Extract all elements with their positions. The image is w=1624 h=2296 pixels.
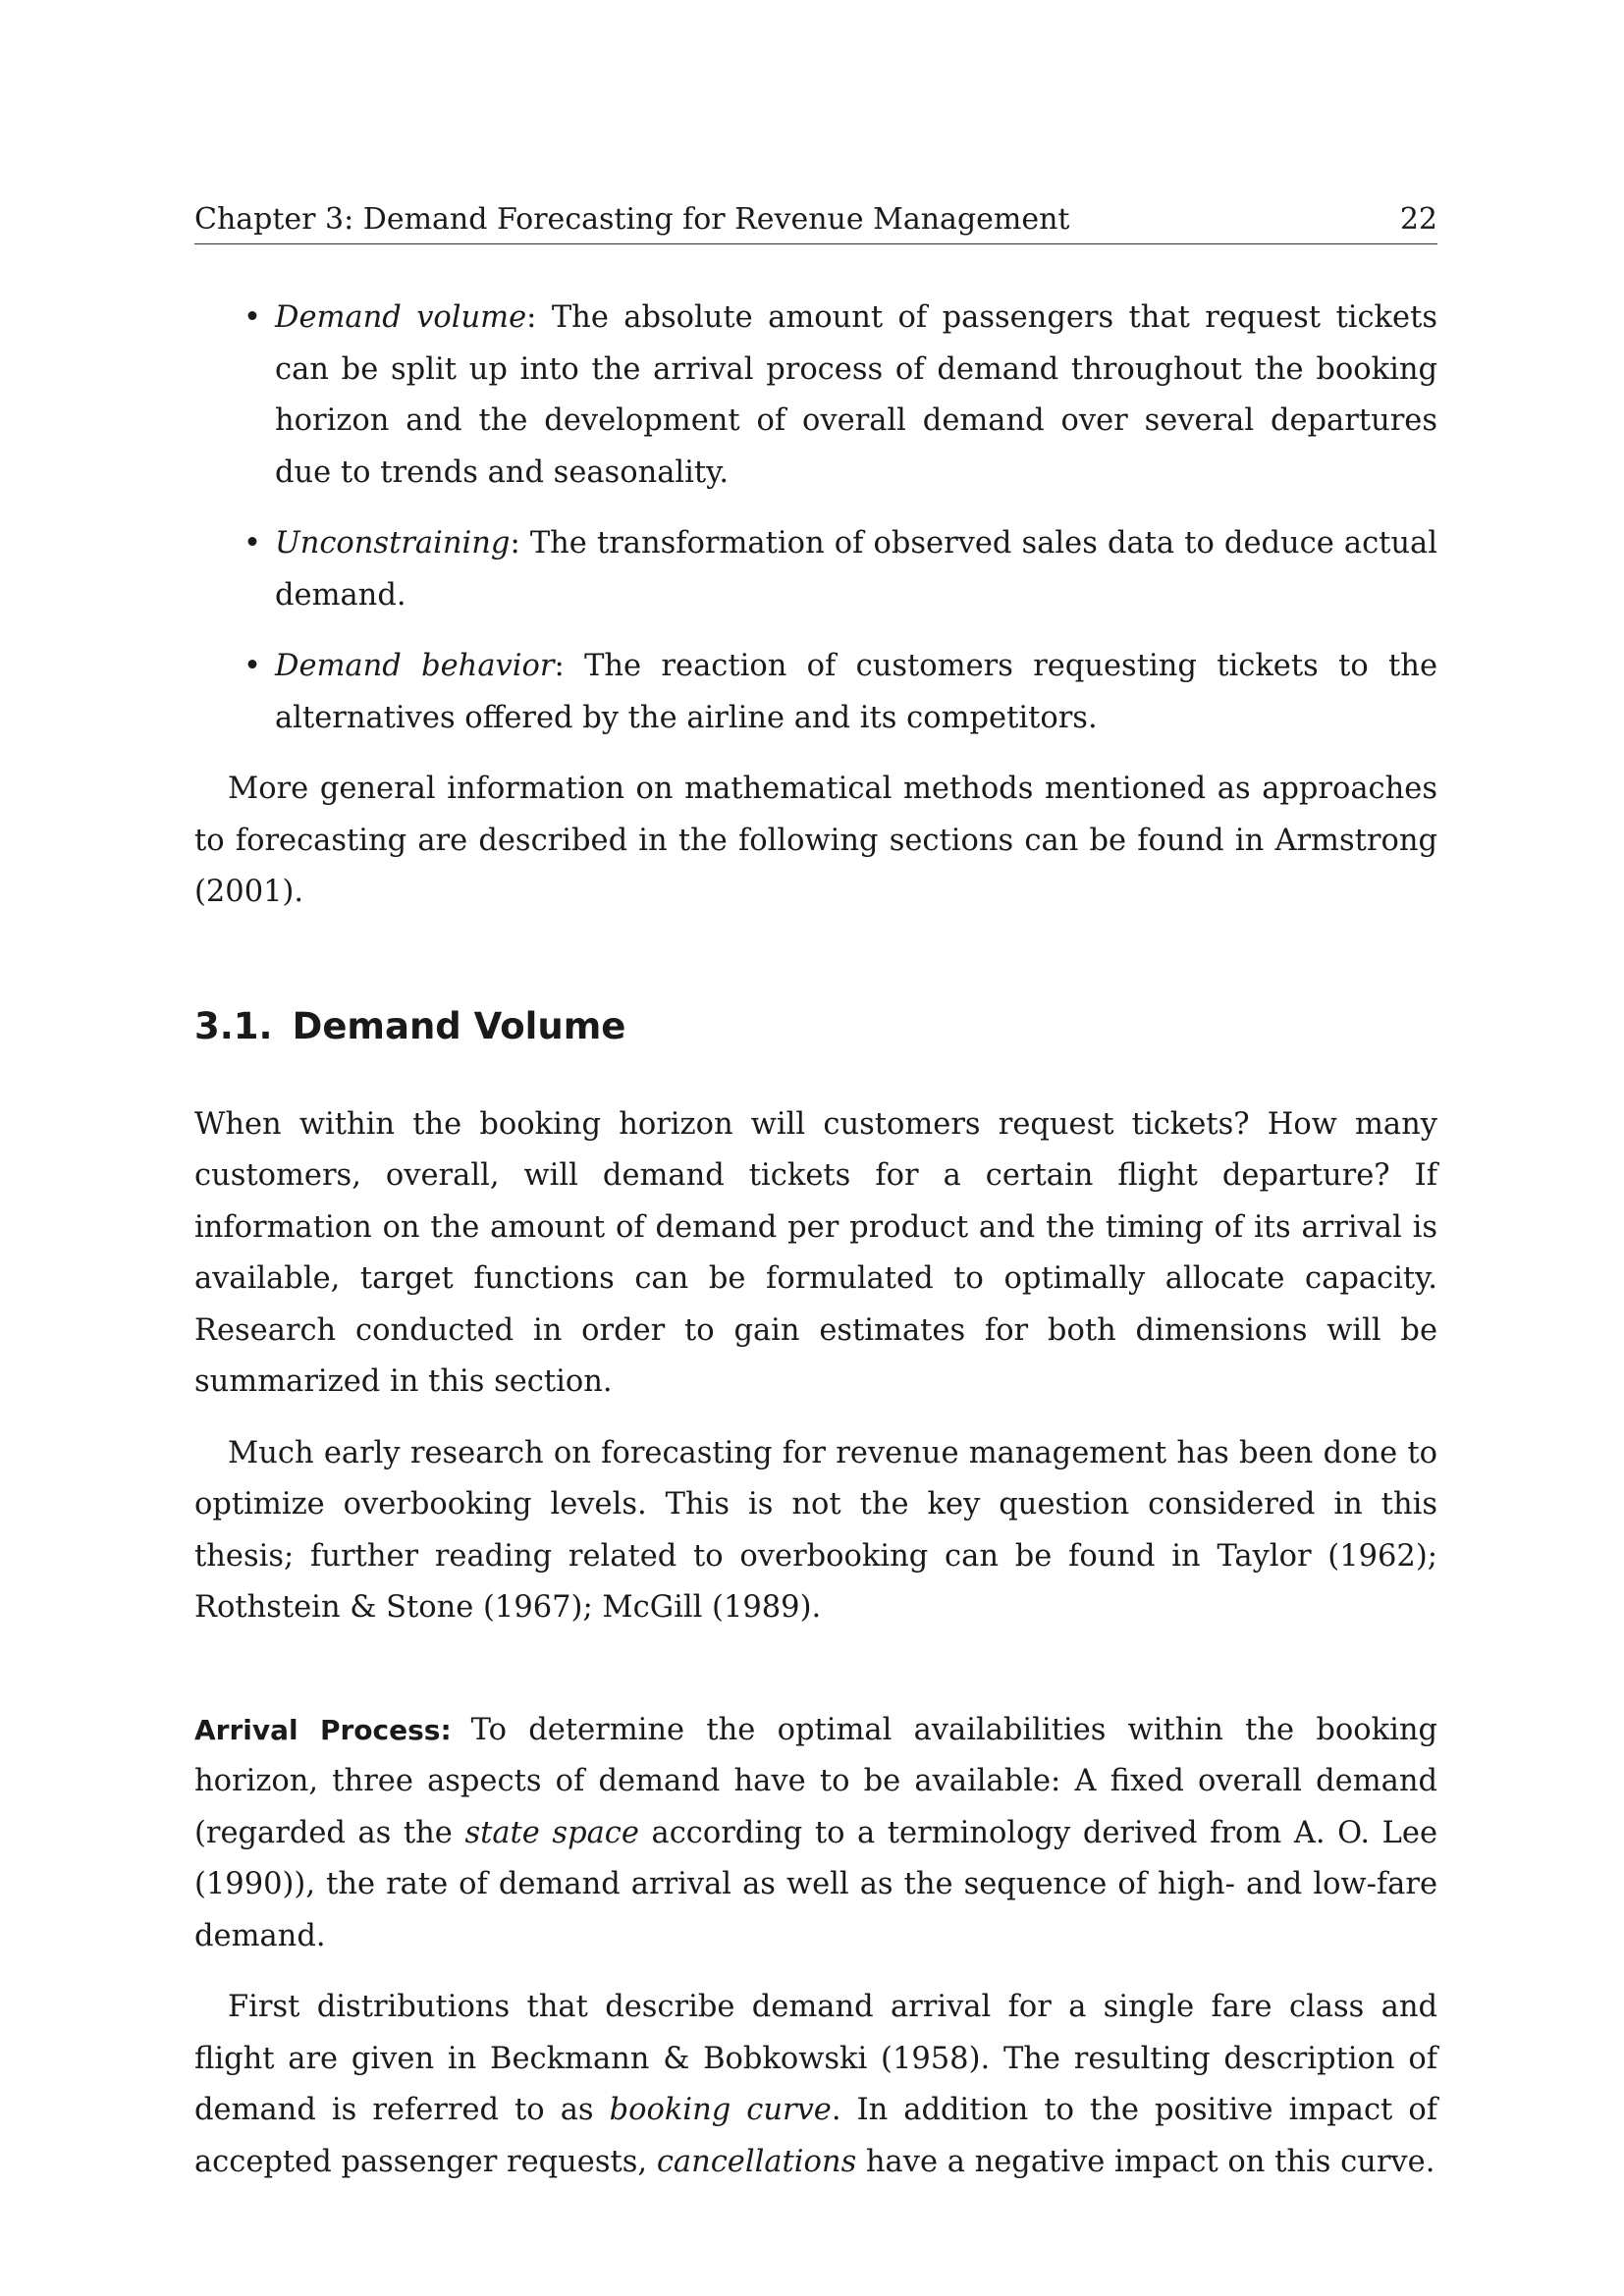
arrival-text-2: according to a terminology derived from A. O. Lee (1990)), the rate of demand arrival as well as the sequence of high- and low-fare demand. bbox=[194, 1815, 1437, 1953]
bullet-list bbox=[194, 293, 1437, 744]
running-header bbox=[194, 200, 1437, 244]
section-number: 3.1. bbox=[194, 1004, 273, 1047]
final-text-3: have a negative impact on this curve. bbox=[856, 2144, 1435, 2179]
arrival-process-paragraph bbox=[194, 1705, 1437, 1963]
section-title: Demand Volume bbox=[292, 1004, 626, 1047]
section-heading bbox=[194, 1003, 1437, 1050]
bullet-text: : The reaction of customers requesting tickets to the alternatives offered by the airline and its competitors. bbox=[275, 649, 1437, 735]
bullet-icon: • bbox=[244, 300, 261, 335]
final-text-1: First distributions that describe demand arrival for a single fare class and flight are given in Beckmann & Bobkowski (1958). The resulting description of demand is referred to as bbox=[194, 1990, 1437, 2127]
body-paragraph: When within the booking horizon will customers request tickets? How many customers, overall, will demand tickets for a certain flight departure? If information on the amount of demand per product and the timing of its arrival is available, target functions can be formulated to optimally allocate capacity. Research conducted in order to gain estimates for both dimensions will be summarized in this section. bbox=[194, 1106, 1437, 1399]
final-text-2: . In addition to the positive impact of accepted passenger requests, bbox=[194, 2093, 1437, 2179]
main-content bbox=[194, 293, 1437, 2188]
cancellations-term: cancellations bbox=[656, 2144, 857, 2179]
bullet-term: Unconstraining bbox=[275, 526, 511, 561]
bullet-text: : The transformation of observed sales data to deduce actual demand. bbox=[275, 526, 1437, 613]
chapter-title: Chapter 3: Demand Forecasting for Revenue Management bbox=[194, 202, 1070, 237]
state-space-term: state space bbox=[464, 1815, 639, 1850]
arrival-text-1: To determine the optimal availabilities within the booking horizon, three aspects of demand have to be available: A fixed overall demand (regarded as the bbox=[194, 1712, 1437, 1850]
intro-paragraph: More general information on mathematical methods mentioned as approaches to forecasting are described in the following sections can be found in Armstrong (2001). bbox=[194, 772, 1437, 909]
paragraph-heading: Arrival Process: bbox=[194, 1713, 452, 1746]
final-paragraph bbox=[194, 1982, 1437, 2188]
bullet-term: Demand volume bbox=[275, 300, 527, 335]
list-item bbox=[194, 641, 1437, 744]
bullet-text: : The absolute amount of passengers that request tickets can be split up into the arrival process of demand throughout the booking horizon and the development of overall demand over several departures due to trends and seasonality. bbox=[275, 300, 1437, 490]
bullet-term: Demand behavior bbox=[275, 649, 555, 683]
bullet-icon: • bbox=[244, 649, 261, 683]
booking-curve-term: booking curve bbox=[609, 2093, 832, 2127]
list-item bbox=[194, 293, 1437, 499]
bullet-icon: • bbox=[244, 526, 261, 561]
list-item bbox=[194, 518, 1437, 621]
page-number: 22 bbox=[1399, 202, 1437, 237]
body-paragraph: Much early research on forecasting for revenue management has been done to optimize overbooking levels. This is not the key question considered in this thesis; further reading related to overbooking can be found in Taylor (1962); Rothstein & Stone (1967); McGill (1989). bbox=[194, 1435, 1437, 1625]
